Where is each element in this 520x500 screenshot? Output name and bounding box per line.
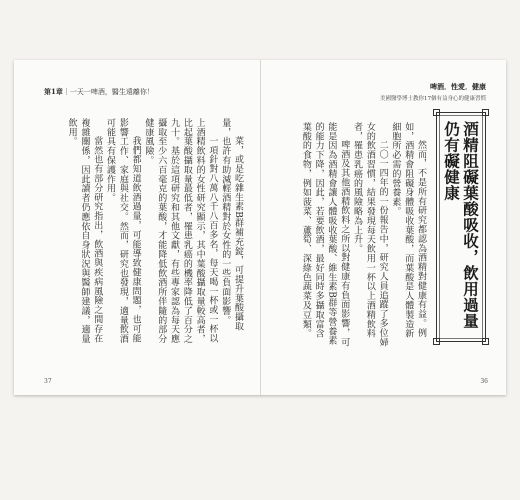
- page-number: 36: [480, 378, 488, 385]
- right-body-text: [275, 122, 427, 347]
- ornament-corner: [433, 338, 440, 345]
- left-body-text: [38, 118, 244, 346]
- ornament-corner: [433, 109, 440, 116]
- book-subtitle: 美國醫學博士教你17個有益身心的健康習慣: [380, 96, 486, 102]
- paragraph: 二〇一四年的一份報告中，研究人員追蹤了多位婦女的飲酒習慣，結果發現每天飲用一杯以上酒精飲料者，罹患乳癌的風險略為上升。: [352, 122, 388, 347]
- chapter-label: 第1章: [44, 87, 63, 96]
- left-running-header: [44, 87, 154, 97]
- ornament-corner: [482, 109, 489, 116]
- left-page: [14, 60, 260, 395]
- paragraph: 一項針對八萬八千八百多名，每天喝一杯或一杯以上酒精飲料的女性研究顯示，其中葉酸攝取量較高者，比起葉酸攝取量最低者，罹患乳癌的機率降低了百分之九十。基於這項研究和其他文獻，有些專家認為每天應攝取至少六百毫克的葉酸，才能降低飲酒所伴隨的部分健康風險。: [143, 118, 218, 344]
- page-number: 37: [44, 378, 52, 385]
- right-page: [261, 60, 506, 395]
- ornament-corner: [482, 338, 489, 345]
- right-running-header: [380, 82, 486, 102]
- paragraph: 然而，不是所有研究都認為酒精對健康有益。例如，酒精會阻礙身體吸收葉酸，而葉酸是人體製造新細胞所必需的營養素。: [390, 122, 426, 339]
- book-spread: [14, 60, 506, 395]
- chapter-title: ｜一天一啤酒，醫生遠離你！: [62, 88, 154, 96]
- paragraph: 菜，或是吃雜生素B群補充錠，可提升葉酸攝取量，也許有助減輕酒精對於女性的一些負面影響。: [220, 118, 243, 332]
- section-title-box: [436, 112, 486, 342]
- section-title: 酒精阻礙葉酸吸收，飲用過量仍有礙健康: [442, 121, 480, 329]
- paragraph: 啤酒及其他酒精飲料之所以對健康有負面影響，可能是因為酒精會讓人體吸收葉酸、維生素B群等營養素的能力下降，因此，若要飲酒，最好同時多攝取富含葉酸的食物，例如菠菜、蘆筍、深綠色蔬菜及豆類。: [300, 122, 350, 347]
- paragraph: 我們都知道飲酒過量，可能導致健康問題，也可能影響工作、家庭與社交。然而，研究也發現，適量飲酒可能具有保護作用。: [105, 118, 141, 344]
- book-title: 啤酒．性愛．健康: [430, 82, 486, 91]
- paragraph: 當然也有部分研究指出，飲酒與疾病風險之間存在複雜關係，因此讀者仍應依自身狀況與醫師建議，適量飲用。: [66, 118, 103, 344]
